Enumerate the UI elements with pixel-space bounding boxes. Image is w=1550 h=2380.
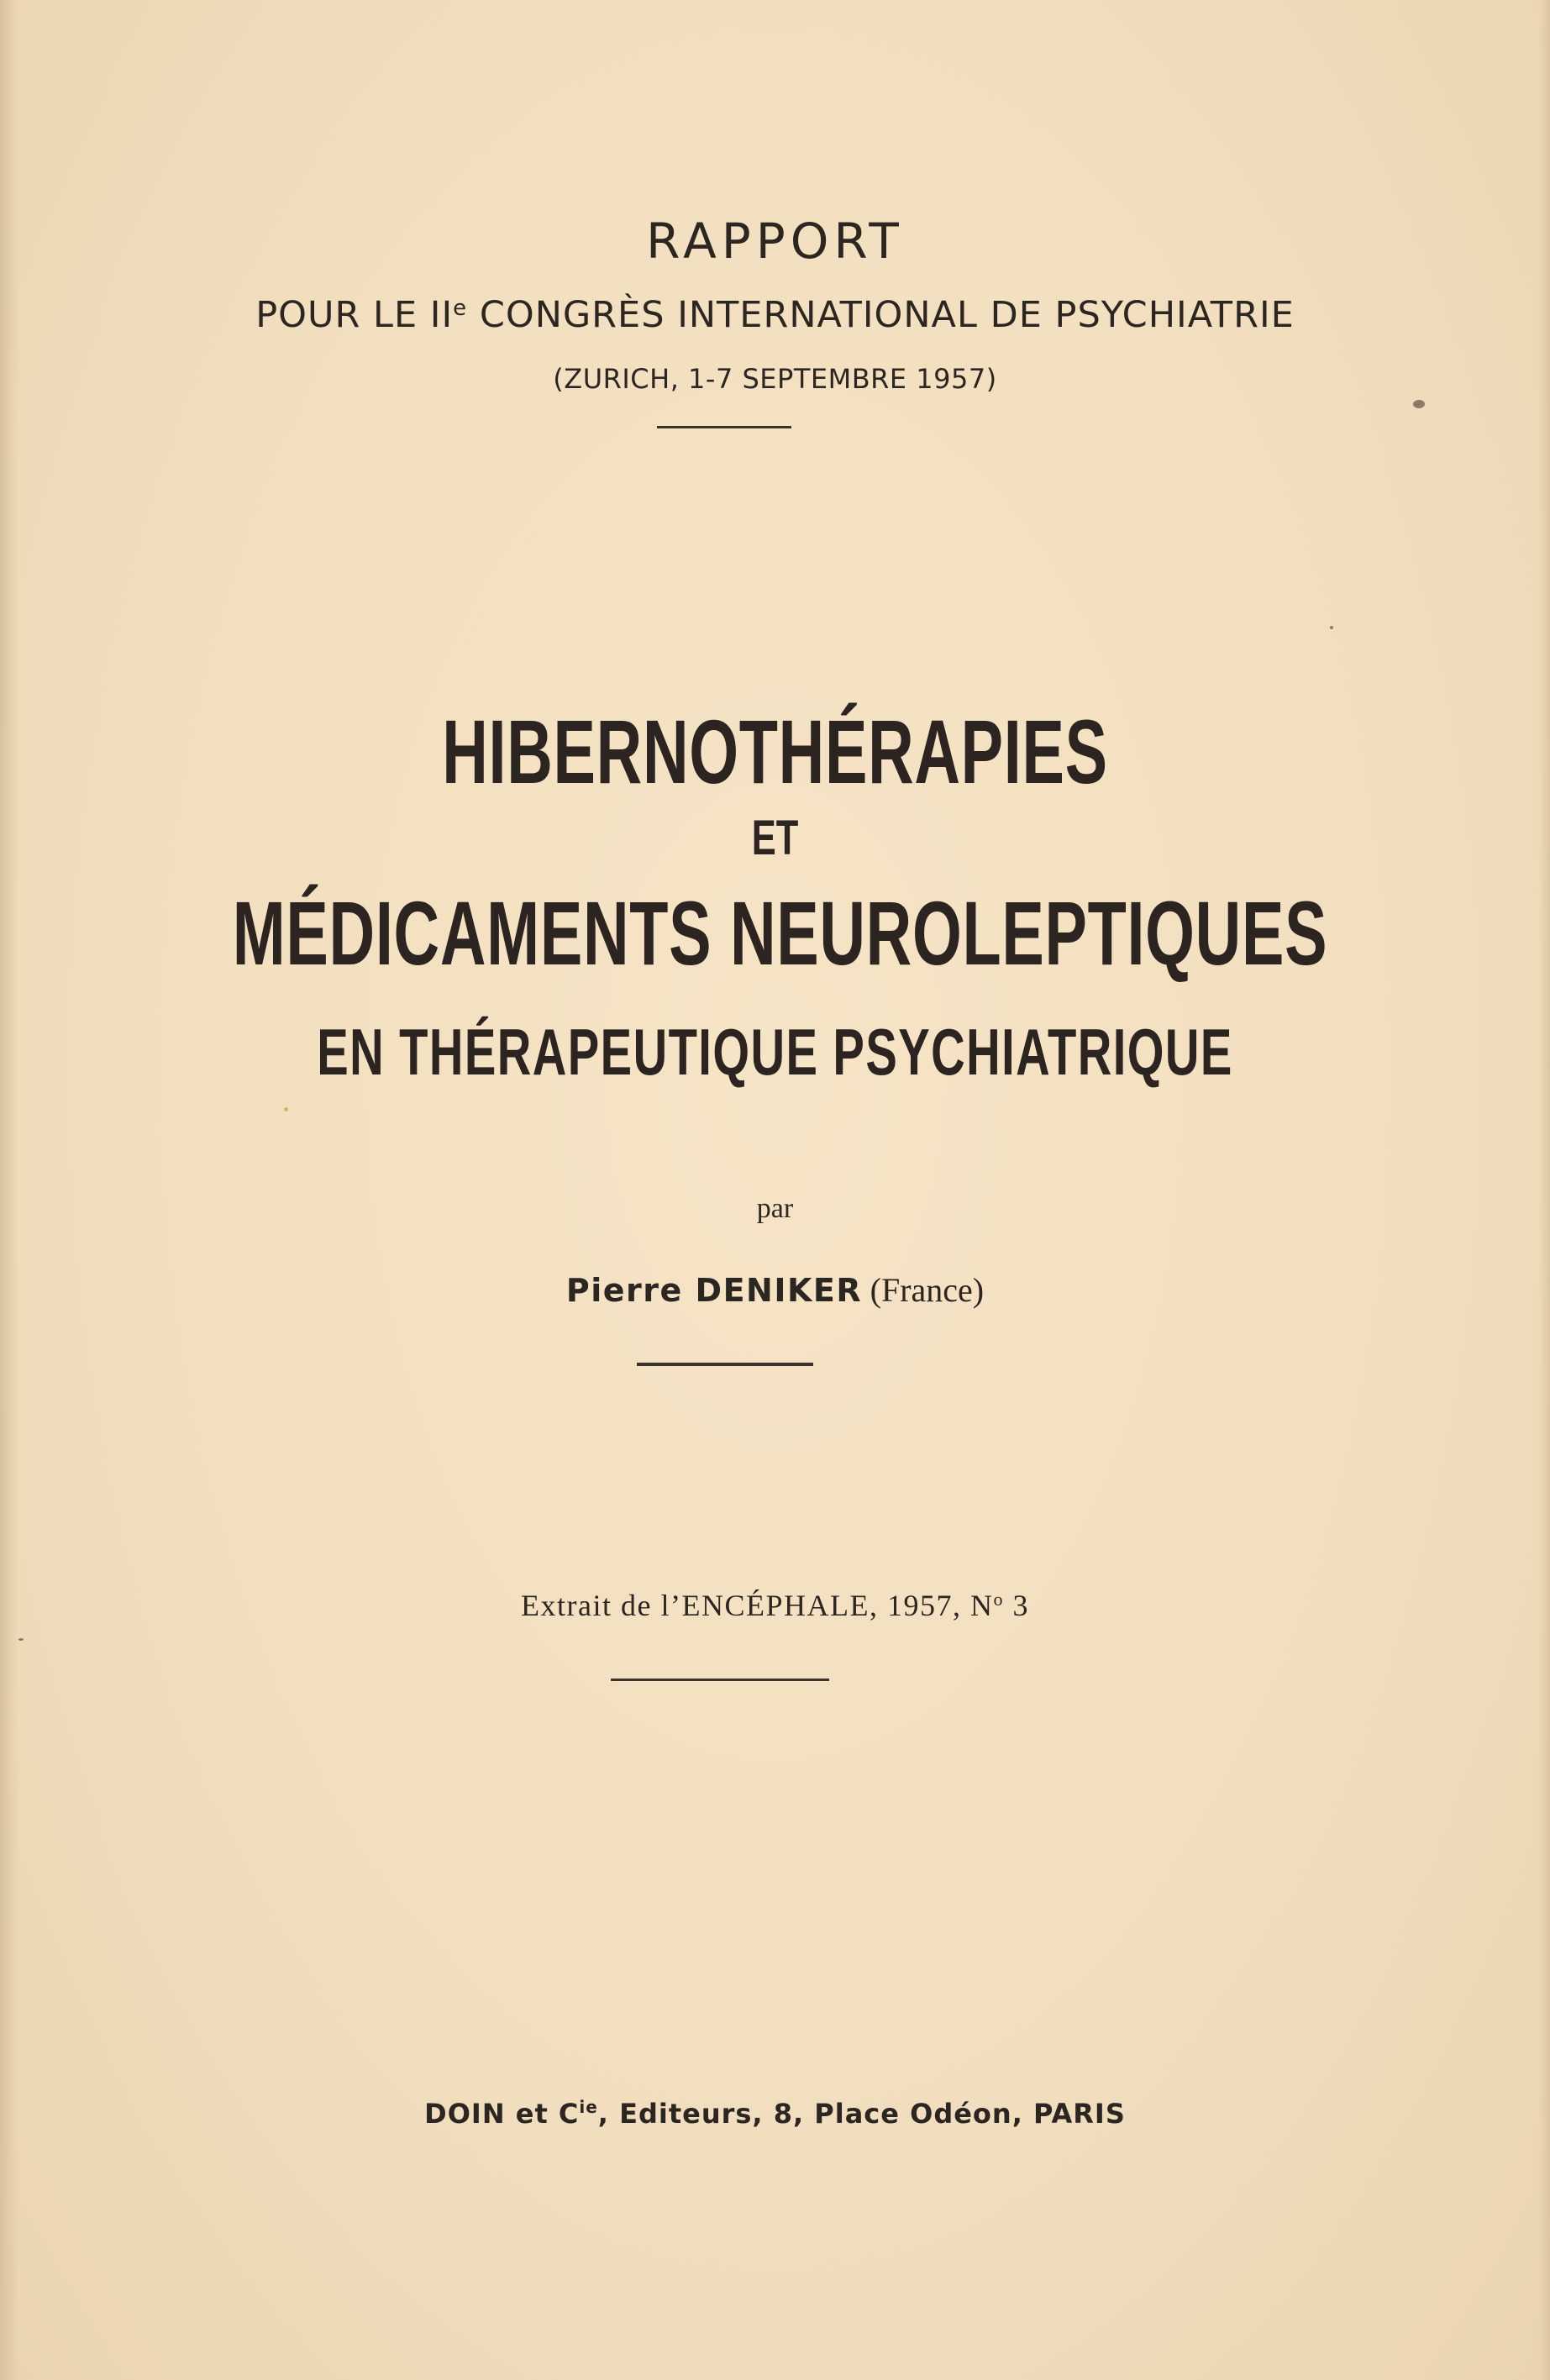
divider-rule <box>637 1363 813 1366</box>
author-country: (France) <box>870 1271 985 1309</box>
divider-rule <box>657 426 791 428</box>
title-line-1: HIBERNOTHÉRAPIES <box>442 701 1108 802</box>
title-line-3: MÉDICAMENTS NEUROLEPTIQUES <box>232 882 1328 984</box>
congress-ordinal-suffix: e <box>453 296 468 321</box>
publisher-line <box>0 2097 1550 2130</box>
congress-place-date: (ZURICH, 1-7 SEPTEMBRE 1957) <box>553 363 997 395</box>
title-line-4: EN THÉRAPEUTIQUE PSYCHIATRIQUE <box>317 1015 1233 1089</box>
congress-text-start: POUR LE II <box>255 294 454 336</box>
paper-speck <box>18 1638 24 1641</box>
source-line <box>0 1588 1550 1623</box>
author-line <box>0 1270 1550 1310</box>
paper-speck <box>1330 626 1333 629</box>
congress-line <box>0 294 1550 336</box>
publisher-address: , Editeurs, 8, Place Odéon, PARIS <box>597 2098 1126 2130</box>
source-number: 3 <box>1003 1589 1029 1622</box>
paper-speck <box>1413 400 1425 408</box>
report-label: RAPPORT <box>646 213 904 270</box>
byline-par: par <box>756 1193 794 1224</box>
source-text: Extrait de l’ENCÉPHALE, 1957, N <box>521 1589 994 1622</box>
paper-edge-left <box>0 0 18 2380</box>
paper-edge-right <box>1538 0 1550 2380</box>
publisher-name-suffix: ie <box>579 2097 598 2117</box>
paper-speck <box>284 1107 288 1111</box>
title-line-2: ET <box>751 811 799 865</box>
divider-rule <box>611 1679 829 1681</box>
source-number-sign: o <box>993 1589 1004 1610</box>
author-name: Pierre DENIKER <box>565 1272 863 1309</box>
congress-text-end: CONGRÈS INTERNATIONAL DE PSYCHIATRIE <box>467 294 1295 336</box>
publisher-name: DOIN et C <box>424 2098 580 2130</box>
